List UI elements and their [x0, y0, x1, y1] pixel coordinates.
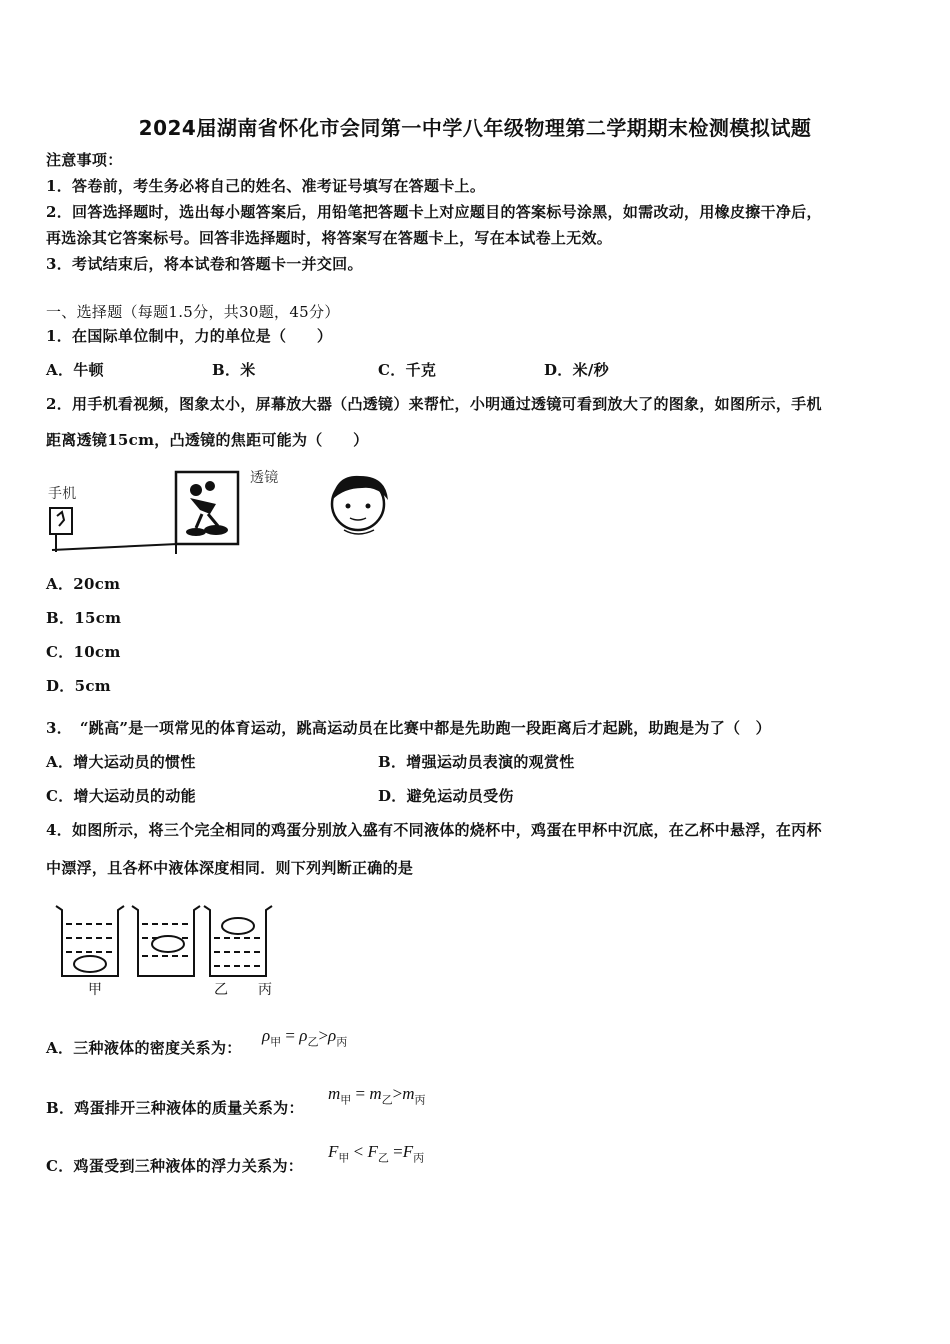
beaker-jia	[56, 906, 124, 976]
q2-stem-line-2: 距离透镜15cm，凸透镜的焦距可能为（ ）	[46, 431, 369, 449]
q1-option-b: B．米	[212, 361, 256, 379]
q3-option-c: C．增大运动员的动能	[46, 787, 196, 805]
q3-option-d: D．避免运动员受伤	[378, 787, 514, 805]
beaker-yi	[132, 906, 200, 976]
notice-line-2a: 2．回答选择题时，选出每小题答案后，用铅笔把答题卡上对应题目的答案标号涂黑，如需改动，用橡皮擦干净后，	[46, 203, 822, 221]
q4-stem-line-2: 中漂浮，且各杯中液体深度相同．则下列判断正确的是	[46, 859, 414, 877]
notice-heading: 注意事项：	[46, 151, 123, 169]
q1-option-a: A．牛顿	[46, 361, 104, 379]
q2-stem-line-1: 2．用手机看视频，图象太小，屏幕放大器（凸透镜）来帮忙，小明通过透镜可看到放大了的图象，如图所示，手机	[46, 395, 822, 413]
phone-label: 手机	[48, 486, 77, 502]
q4-option-a-formula: $\rho_甲 = \rho_乙>\rho_丙$	[262, 1026, 348, 1049]
q3-stem: 3． “跳高”是一项常见的体育运动，跳高运动员在比赛中都是先助跑一段距离后才起跳，助跑是为了（ ）	[46, 719, 771, 737]
notice-line-3: 3．考试结束后，将本试卷和答题卡一并交回。	[46, 255, 363, 273]
q2-option-c: C．10cm	[46, 643, 121, 661]
q4-option-a: A．三种液体的密度关系为：	[46, 1039, 242, 1057]
q1-stem: 1．在国际单位制中，力的单位是（ ）	[46, 327, 333, 345]
q4-stem-line-1: 4．如图所示，将三个完全相同的鸡蛋分别放入盛有不同液体的烧杯中，鸡蛋在甲杯中沉底，在乙杯中悬浮，在丙杯	[46, 821, 822, 839]
notice-line-2b: 再选涂其它答案标号。回答非选择题时，将答案写在答题卡上，写在本试卷上无效。	[46, 229, 613, 247]
beakers-drawing	[52, 902, 282, 980]
q4-figure	[52, 902, 282, 1002]
beaker-label-jia: 甲	[88, 982, 103, 998]
beaker-label-yi: 乙	[214, 982, 229, 998]
q2-figure-drawing	[40, 464, 410, 560]
section-heading: 一、选择题（每题1.5分，共30题，45分）	[46, 303, 340, 321]
q3-option-b: B．增强运动员表演的观赏性	[378, 753, 575, 771]
q1-option-d: D．米/秒	[544, 361, 609, 379]
q2-option-d: D．5cm	[46, 677, 111, 695]
lens-label: 透镜	[250, 470, 279, 486]
q4-option-c-formula: $F_甲 < F_乙 =F_丙$	[328, 1142, 425, 1165]
beaker-bing	[204, 906, 272, 976]
q2-option-b: B．15cm	[46, 609, 122, 627]
q2-option-a: A．20cm	[46, 575, 121, 593]
q2-figure	[40, 464, 410, 560]
q4-option-c: C．鸡蛋受到三种液体的浮力关系为：	[46, 1157, 304, 1175]
q1-option-c: C．千克	[378, 361, 437, 379]
beaker-label-bing: 丙	[258, 982, 273, 998]
q4-option-b: B．鸡蛋排开三种液体的质量关系为：	[46, 1099, 304, 1117]
notice-line-1: 1．答卷前，考生务必将自己的姓名、准考证号填写在答题卡上。	[46, 177, 486, 195]
page-title: 2024届湖南省怀化市会同第一中学八年级物理第二学期期末检测模拟试题	[138, 116, 812, 140]
q4-option-b-formula: $m_甲 = m_乙>m_丙$	[328, 1084, 426, 1107]
q3-option-a: A．增大运动员的惯性	[46, 753, 196, 771]
